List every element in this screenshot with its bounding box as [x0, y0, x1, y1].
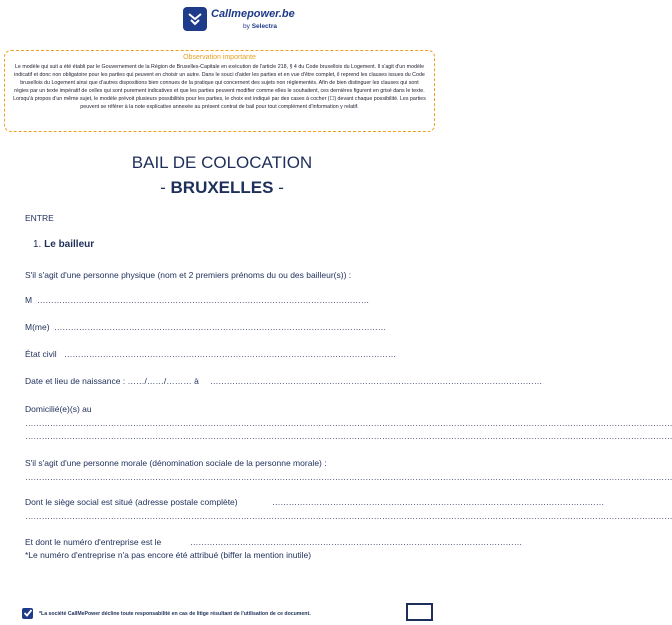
siege-field-2[interactable]: ………………………………………………………………………………………………………………………………………………………………………………………………………………	[25, 511, 672, 521]
domicile-field-1[interactable]: ………………………………………………………………………………………………………………………………………………………………………………………………………………	[25, 418, 672, 428]
naissance-label: Date et lieu de naissance : ……/……/……… à	[25, 376, 199, 386]
checkmark-icon	[22, 608, 33, 619]
morale-label: S'il s'agit d'une personne morale (dénomination sociale de la personne morale) :	[25, 458, 327, 468]
entreprise-field[interactable]: …………………………………………………………………………………………………………	[190, 537, 523, 547]
callmepower-logo-icon	[183, 7, 207, 31]
footer-disclaimer: *La société CallMePower décline toute responsabilité en cas de litige résultant de l'utilisation de ce document.	[39, 611, 311, 617]
document-title: BAIL DE COLOCATION	[131, 153, 313, 172]
mme-label: M(me)	[25, 322, 50, 332]
naissance-field[interactable]: …………………………………………………………………………………………………………	[210, 376, 543, 386]
mme-field[interactable]: …………………………………………………………………………………………………………	[54, 322, 387, 332]
logo-brand: Callmepower.be	[211, 8, 295, 20]
domicile-label: Domicilié(e)(s) au	[25, 404, 92, 414]
entreprise-label: Et dont le numéro d'entreprise est le	[25, 537, 162, 547]
domicile-field-2[interactable]: ………………………………………………………………………………………………………………………………………………………………………………………………………………	[25, 431, 672, 441]
siege-label: Dont le siège social est situé (adresse postale complète)	[25, 497, 238, 507]
siege-field[interactable]: …………………………………………………………………………………………………………	[272, 497, 605, 507]
notice-title: Observation importante	[183, 54, 256, 61]
section-number: 1.	[33, 239, 42, 250]
m-field[interactable]: …………………………………………………………………………………………………………	[37, 295, 370, 305]
etat-civil-label: État civil	[25, 349, 57, 359]
logo-byline	[243, 23, 277, 30]
subtitle-suffix: -	[273, 178, 284, 197]
logo-by: by	[243, 23, 250, 30]
section-title: Le bailleur	[44, 239, 95, 250]
section-heading-bailleur	[33, 239, 94, 250]
subtitle-prefix: -	[160, 178, 171, 197]
document-subtitle	[0, 178, 444, 198]
etat-civil-field[interactable]: …………………………………………………………………………………………………………	[64, 349, 397, 359]
important-notice-box	[4, 50, 435, 132]
subtitle-city: BRUXELLES	[170, 178, 274, 197]
entre-label: ENTRE	[25, 213, 54, 223]
entreprise-note: *Le numéro d'entreprise n'a pas encore été attribué (biffer la mention inutile)	[25, 550, 312, 560]
callmepower-logo	[183, 5, 303, 37]
morale-field[interactable]: ………………………………………………………………………………………………………………………………………………………………………………………………………………	[25, 472, 672, 482]
logo-partner: Selectra	[251, 23, 277, 30]
physique-label: S'il s'agit d'une personne physique (nom et 2 premiers prénoms du ou des bailleur(s)) :	[25, 270, 352, 280]
notice-body: Le modèle qui suit a été établi par le Gouvernement de la Région de Bruxelles-Capitale en exécution de l'article 218, § 4 du Code bruxellois du Logement. Il s'agit d'un modèle indicatif et donc non obligatoire pour les parties qui peuvent en choisir un autre. Dans le souci d'aider les parties et en vue d'être complet, il reprend les clauses issues du Code bruxellois du Logement ainsi que d'autres dispositions bien connues de la pratique qui concernent des sujets non réglementés. Afin de bien distinguer les clauses qui sont régies par un texte impératif de celles qui sont purement indicatives et que les parties peuvent modifier comme elles le souhaitent, ces dernières figurent en grisé dans le texte. Lorsqu'à propos d'un même sujet, le modèle prévoit plusieurs possibilités pour les parties, le choix est indiqué par des cases à cocher (☐) devant chaque possibilité. Les parties peuvent se référer à la note explicative annexée au présent contrat de bail pour tout complément d'information y relatif.	[13, 64, 426, 110]
footer-initials-box[interactable]	[406, 603, 433, 621]
m-label: M	[25, 295, 33, 305]
